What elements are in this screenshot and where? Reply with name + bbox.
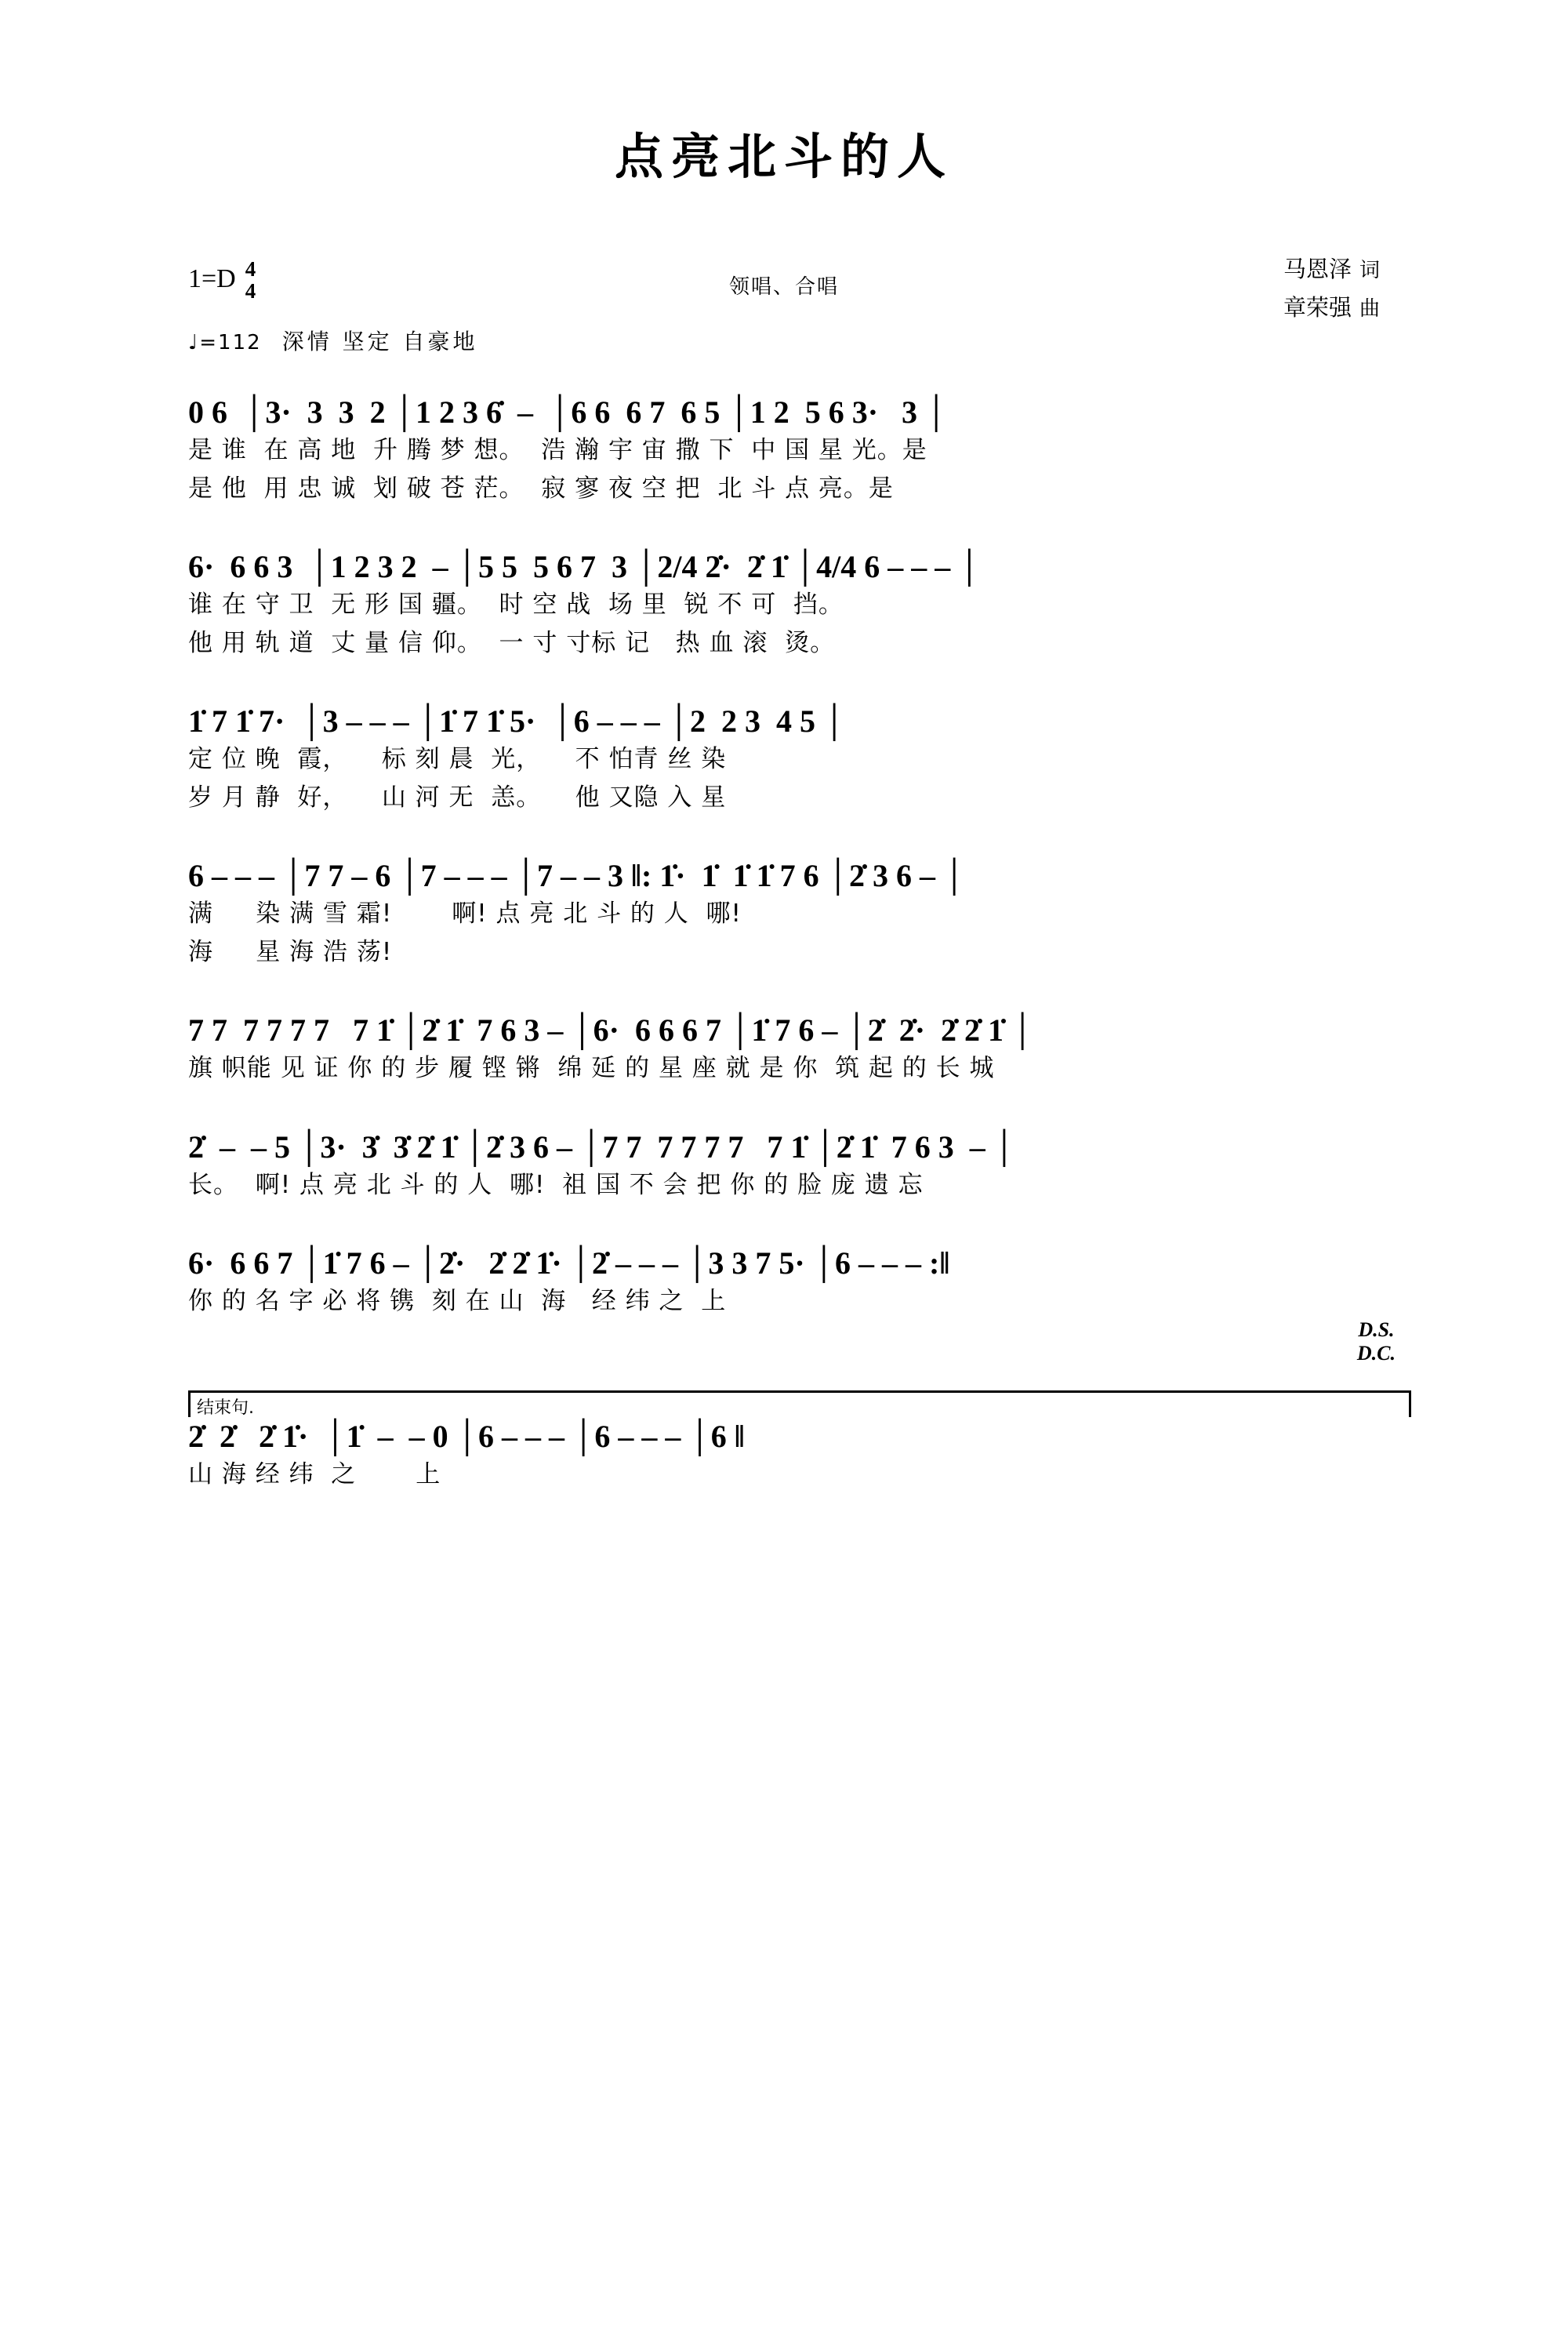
notation-line: 7 7 7 7 7 7 7 1̇ │2̇ 1̇ 7 6 3 – │6· 6 6 6 7 │1̇ 7 6 – │2̇ 2̇· 2̇ 2̇ 1̇ │ [188,1012,1034,1048]
lyric-line-1: 旗 帜能 见 证 你 的 步 履 铿 锵 绵 延 的 星 座 就 是 你 筑 起 的 长 城 [188,1054,995,1082]
composer-credit [1283,289,1380,327]
lyricist-name: 马恩泽 [1283,256,1352,282]
notation-line: 2̇ – – 5 │3· 3̇ 3̇ 2̇ 1̇ │2̇ 3 6 – │7 7 7 7 7 7 7 1̇ │2̇ 1̇ 7 6 3 – │ [188,1129,1016,1165]
composer-role: 曲 [1359,297,1380,322]
sheet-music-page [0,118,1568,2337]
credits [1283,250,1380,328]
notation-line: 6· 6 6 3 │1 2 3 2 – │5 5 5 6 7 3 │2/4 2̇· 2̇ 1̇ │4/4 6 – – – │ [188,549,981,584]
voicing-label: 领唱、合唱 [728,275,840,299]
notation-line: 1̇ 7 1̇ 7· │3 – – – │1̇ 7 1̇ 5· │6 – – – │2 2 3 4 5 │ [188,703,846,739]
composer-name: 章荣强 [1283,294,1352,322]
tempo-bpm: ♩=112 [188,331,262,354]
lyric-line-1: 是 谁 在 高 地 升 腾 梦 想。 浩 瀚 宇 宙 撒 下 中 国 星 光。是 [188,436,927,464]
time-signature-denominator: 4 [245,279,256,303]
ds-dc-mark [1357,1318,1396,1365]
notation-line: 2̇ 2̇ 2̇ 1̇· │1̇ – – 0 │6 – – – │6 – – – │6 ‖ [188,1418,745,1454]
notation-line: 0 6 │3· 3 3 2 │1 2 3 6̇ – │6 6 6 7 6 5 │1 2 5 6 3· 3 │ [188,394,948,430]
lyric-line-1: 长。 啊! 点 亮 北 斗 的 人 哪! 祖 国 不 会 把 你 的 脸 庞 遗 忘 [188,1170,924,1199]
notation-line: 6· 6 6 7 │1̇ 7 6 – │2̇· 2̇ 2̇ 1̇· │2̇ – – – │3 3 7 5· │6 – – – :‖ [188,1245,950,1281]
music-system [141,856,1427,970]
music-system [141,1244,1427,1365]
ending-system [141,1390,1427,1493]
lyric-line-2: 他 用 轨 道 丈 量 信 仰。 一 寸 寸标 记 热 血 滚 烫。 [188,628,836,657]
lyric-line-1: 山 海 经 纬 之 上 [188,1459,441,1488]
ending-label: 结束句. [197,1397,254,1418]
time-signature [245,258,256,303]
tempo-marking [188,325,478,356]
expression-marking: 深情 坚定 自豪地 [281,329,478,354]
score-header [141,242,1427,352]
music-system [141,1128,1427,1204]
lyric-line-1: 满 染 满 雪 霜! 啊! 点 亮 北 斗 的 人 哪! [188,900,742,928]
lyricist-credit [1283,250,1380,289]
ds-mark-line-2: D.C. [1356,1341,1396,1365]
ds-mark-line-1: D.S. [1358,1318,1395,1341]
key-text: 1=D [188,264,236,293]
lyric-line-2: 是 他 用 忠 诚 划 破 苍 茫。 寂 寥 夜 空 把 北 斗 点 亮。是 [188,474,894,503]
lyric-line-2: 岁 月 静 好， 山 河 无 恙。 他 又隐 入 星 [188,783,727,812]
lyricist-role: 词 [1359,259,1380,282]
key-signature [188,258,256,303]
lyric-line-1: 你 的 名 字 必 将 镌 刻 在 山 海 经 纬 之 上 [188,1287,727,1315]
music-system [141,393,1427,507]
music-system [141,702,1427,816]
page-title: 点亮北斗的人 [614,128,953,185]
lyric-line-2: 海 星 海 浩 荡! [188,937,393,966]
lyric-line-1: 定 位 晚 霞， 标 刻 晨 光， 不 怕青 丝 染 [188,745,727,773]
notation-line: 6 – – – │7 7 – 6 │7 – – – │7 – – 3 ‖: 1̇· 1̇ 1̇ 1̇ 7 6 │2̇ 3 6 – │ [188,858,966,893]
music-system [141,547,1427,661]
music-system [141,1011,1427,1087]
time-signature-numerator: 4 [245,257,256,281]
lyric-line-1: 谁 在 守 卫 无 形 国 疆。 时 空 战 场 里 锐 不 可 挡。 [188,591,844,619]
ending-bracket [188,1390,1411,1417]
